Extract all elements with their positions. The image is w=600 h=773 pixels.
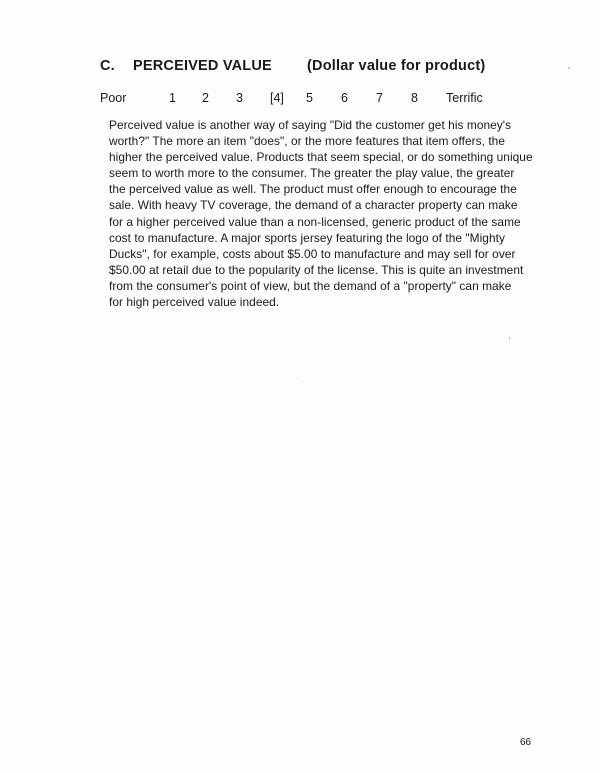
scale-point-7: 7 [376, 91, 383, 105]
scale-point-3: 3 [236, 91, 243, 105]
section-subtitle: (Dollar value for product) [307, 58, 486, 74]
page-number: 66 [520, 737, 532, 748]
scan-speck [301, 381, 302, 382]
scale-point-2: 2 [202, 91, 209, 105]
scale-point-6: 6 [341, 91, 348, 105]
scale-point-4-selected: [4] [270, 91, 284, 105]
scale-high-label: Terrific [446, 91, 483, 105]
scan-speck [568, 67, 570, 69]
section-letter: C. [100, 58, 115, 74]
scan-speck [509, 337, 510, 340]
section-title: PERCEIVED VALUE [133, 58, 272, 74]
scale-point-5: 5 [306, 91, 313, 105]
scale-point-8: 8 [411, 91, 418, 105]
scale-point-1: 1 [169, 91, 176, 105]
body-paragraph: Perceived value is another way of saying "Did the customer get his money's worth?" The more an item "does", or the more features that item offers, the higher the perceived value. Products that seem special, or do something unique seem to worth more to the consumer. The greater the play value, the greater the perceived value as well. The product must offer enough to encourage the sale. With heavy TV coverage, the demand of a character property can make for a higher perceived value than a non-licensed, generic product of the same cost to manufacture. A major sports jersey featuring the logo of the "Mighty Ducks", for example, costs about $5.00 to manufacture and may sell for over $50.00 at retail due to the popularity of the license. This is quite an investment from the consumer's point of view, but the demand of a "property" can make for high perceived value indeed. [109, 118, 533, 310]
scale-low-label: Poor [100, 91, 127, 105]
